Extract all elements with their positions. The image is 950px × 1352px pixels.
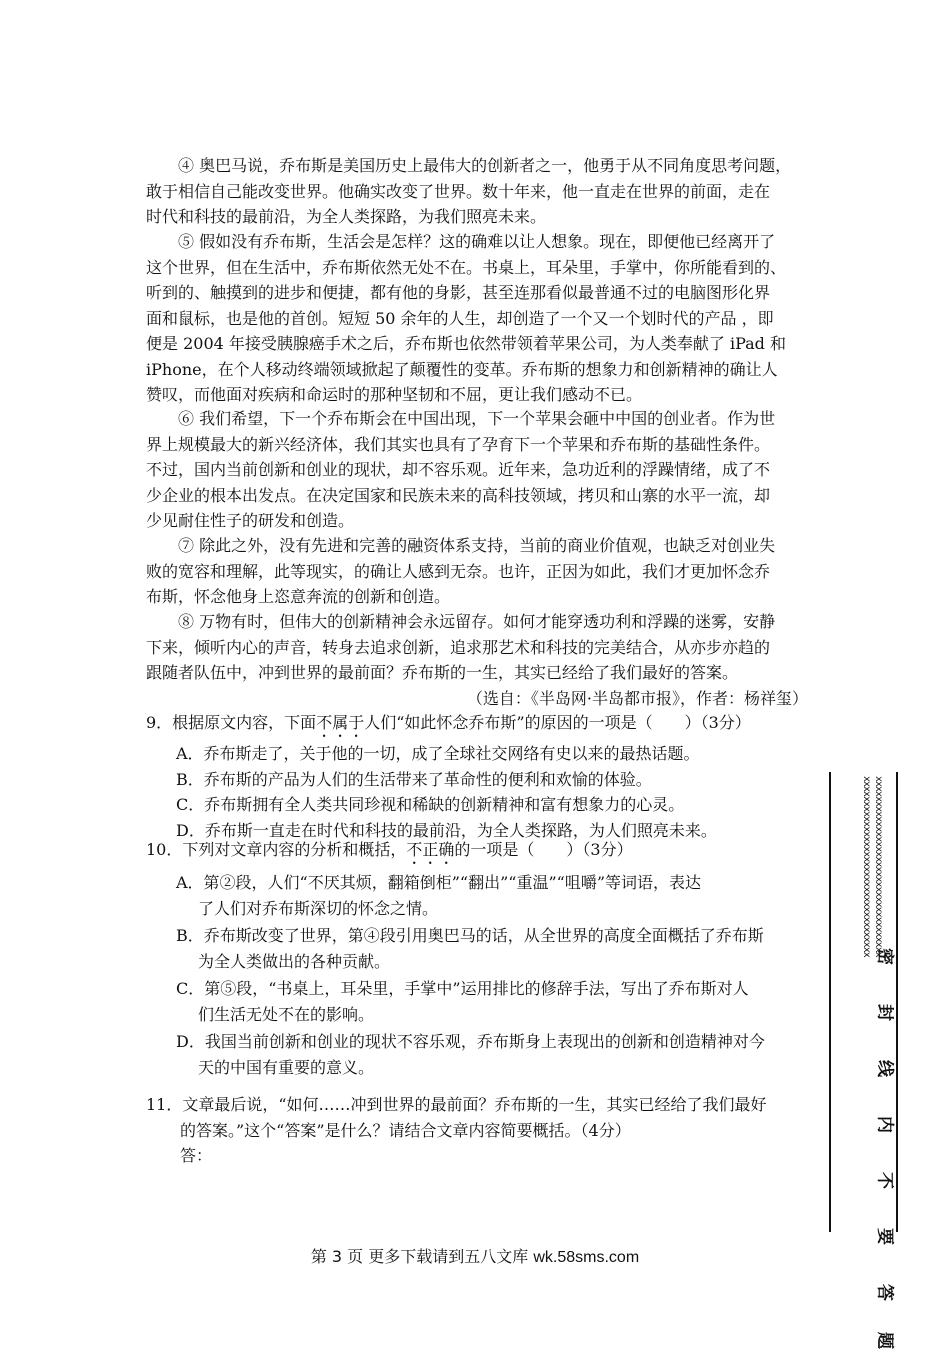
option-c[interactable]: C．乔布斯拥有全人类共同珍视和稀缺的创新精神和富有想象力的心灵。	[176, 795, 685, 814]
text-line: ⑦ 除此之外，没有先进和完善的融资体系支持，当前的商业价值观，也缺乏对创业失	[178, 536, 776, 555]
answer-label: 答：	[180, 1146, 213, 1165]
seal-x-column: xxxxxxxxxxxxxxxxxxxxxxxxxxxxxxxxxxxx	[861, 776, 872, 957]
option-a[interactable]	[146, 870, 826, 921]
text-line: 少企业的根本出发点。在决定国家和民族未来的高科技领域，拷贝和山寨的水平一流，却	[146, 485, 771, 505]
paragraph-8	[146, 609, 808, 686]
option-b[interactable]	[146, 923, 826, 974]
stem-suffix: 人们“如此怀念乔布斯”的原因的一项是（ ）（3分）	[364, 713, 751, 732]
text-line: iPhone，在个人移动终端领域掀起了颠覆性的变革。乔布斯的想象力和创新精神的确让人	[146, 359, 778, 379]
seal-char: 要	[874, 1228, 895, 1245]
text-line: ④ 奥巴马说，乔布斯是美国历史上最伟大的创新者之一，他勇于从不同角度思考问题，	[178, 156, 792, 175]
text-line: 不过，国内当前创新和创业的现状，却不容乐观。近年来，急功近利的浮躁情绪，成了不	[146, 460, 771, 479]
footer-text: 第 3 页 更多下载请到五八文库	[310, 1247, 534, 1266]
text-line: 敢于相信自己能改变世界。他确实改变了世界。数十年来，他一直走在世界的前面，走在	[146, 181, 771, 201]
paragraph-4	[146, 153, 808, 230]
seal-char: 不	[874, 1172, 895, 1189]
seal-char: 内	[874, 1116, 895, 1133]
option-b[interactable]: B．乔布斯的产品为人们的生活带来了革命性的便利和欢愉的体验。	[176, 769, 652, 789]
text-line: ⑤ 假如没有乔布斯，生活会是怎样？这的确难以让人想象。现在，即便他已经离开了	[178, 232, 776, 251]
option-continuation: 了人们对乔布斯深切的怀念之情。	[198, 898, 439, 918]
text-line: 这个世界，但在生活中，乔布斯依然无处不在。书桌上，耳朵里，手掌中，你所能看到的、	[146, 257, 787, 277]
question-stem	[146, 837, 826, 868]
option-line: A．第②段，人们“不厌其烦，翻箱倒柜”“翻出”“重温”“咀嚼”等词语，表达	[176, 873, 701, 892]
text-line: 听到的、触摸到的进步和便捷，都有他的身影，甚至连那看似最普通不过的电脑图形化界	[146, 283, 771, 302]
option-line: C．第⑤段，“书桌上，耳朵里，手掌中”运用排比的修辞手法，写出了乔布斯对人	[176, 979, 749, 998]
seal-x-column: xxxxxxxxxxxxxxxxxxxxxxxxxxxxxxxxxxxx	[873, 776, 884, 957]
emphasis-text: 不属于	[316, 713, 365, 732]
text-line: 败的宽容和理解，此等现实，的确让人感到无奈。也许，正因为如此，我们才更加怀念乔	[146, 561, 771, 581]
text-line: ⑥ 我们希望，下一个乔布斯会在中国出现，下一个苹果会砸中中国的创业者。作为世	[178, 409, 776, 428]
option-d[interactable]: D．乔布斯一直走在时代和科技的最前沿，为全人类探路，为人们照亮未来。	[176, 820, 717, 840]
option-line: D．我国当前创新和创业的现状不容乐观，乔布斯身上表现出的创新和创造精神对今	[176, 1032, 765, 1051]
paragraph-6	[146, 406, 808, 534]
text-line: 便是 2004 年接受胰腺癌手术之后，乔布斯也依然带领着苹果公司，为人类奉献了 iPad 和	[146, 334, 787, 353]
stem-prefix: 10．下列对文章内容的分析和概括，	[146, 840, 407, 859]
text-line: 界上规模最大的新兴经济体，我们其实也具有了孕育下一个苹果和乔布斯的基础性条件。	[146, 434, 771, 454]
text-line: 面和鼠标，也是他的首创。短短 50 余年的人生，却创造了一个又一个划时代的产品 ，即	[146, 308, 774, 328]
seal-line-left	[829, 772, 831, 1232]
question-10	[146, 837, 826, 1080]
seal-char: 封	[874, 1004, 895, 1021]
text-line: 下来，倾听内心的声音，转身去追求创新，追求那艺术和科技的完美结合，从亦步亦趋的	[146, 637, 771, 657]
option-d[interactable]	[146, 1029, 826, 1080]
seal-char: 线	[874, 1060, 895, 1077]
text-line: 赞叹，而他面对疾病和命运时的那种坚韧和不屈，更让我们感动不已。	[146, 385, 643, 404]
text-line: 少见耐住性子的研发和创造。	[146, 511, 355, 530]
question-line: 11．文章最后说，“如何……冲到世界的最前面？乔布斯的一生，其实已经给了我们最好	[146, 1095, 767, 1114]
option-c[interactable]	[146, 976, 826, 1027]
stem-prefix: 9．根据原文内容，下面	[146, 713, 317, 732]
source-citation: （选自：《半岛网·半岛都市报》，作者：杨祥玺）	[466, 689, 808, 708]
stem-suffix: 的一项是（ ）（3分）	[454, 840, 633, 859]
text-line: 时代和科技的最前沿，为全人类探路，为我们照亮未来。	[146, 207, 547, 226]
paragraph-7	[146, 533, 808, 610]
option-continuation: 为全人类做出的各种贡献。	[198, 951, 391, 971]
question-stem	[146, 710, 826, 741]
page-footer	[0, 1244, 950, 1267]
text-line: ⑧ 万物有时，但伟大的创新精神会永远留存。如何才能穿透功利和浮躁的迷雾，安静	[178, 612, 776, 631]
question-line: 的答案。”这个“答案”是什么？请结合文章内容简要概括。（4分）	[180, 1120, 631, 1140]
seal-char: 答	[874, 1284, 895, 1301]
emphasis-text: 不正确	[406, 840, 455, 859]
question-9	[146, 710, 826, 843]
option-continuation: 们生活无处不在的影响。	[198, 1004, 375, 1024]
text-line: 跟随者队伍中，冲到世界的最前面？乔布斯的一生，其实已经给了我们最好的答案。	[146, 663, 739, 682]
option-continuation: 天的中国有重要的意义。	[198, 1057, 375, 1077]
option-line: B．乔布斯改变了世界，第④段引用奥巴马的话，从全世界的高度全面概括了乔布斯	[176, 926, 764, 945]
paragraph-5	[146, 229, 808, 408]
seal-char: 密	[874, 948, 895, 965]
option-a[interactable]: A．乔布斯走了，关于他的一切，成了全球社交网络有史以来的最热话题。	[176, 744, 700, 763]
text-line: 布斯，怀念他身上恣意奔流的创新和创造。	[146, 587, 451, 606]
footer-link[interactable]: wk.58sms.com	[533, 1249, 640, 1266]
question-11	[146, 1092, 826, 1169]
seal-char: 题	[874, 1332, 895, 1349]
